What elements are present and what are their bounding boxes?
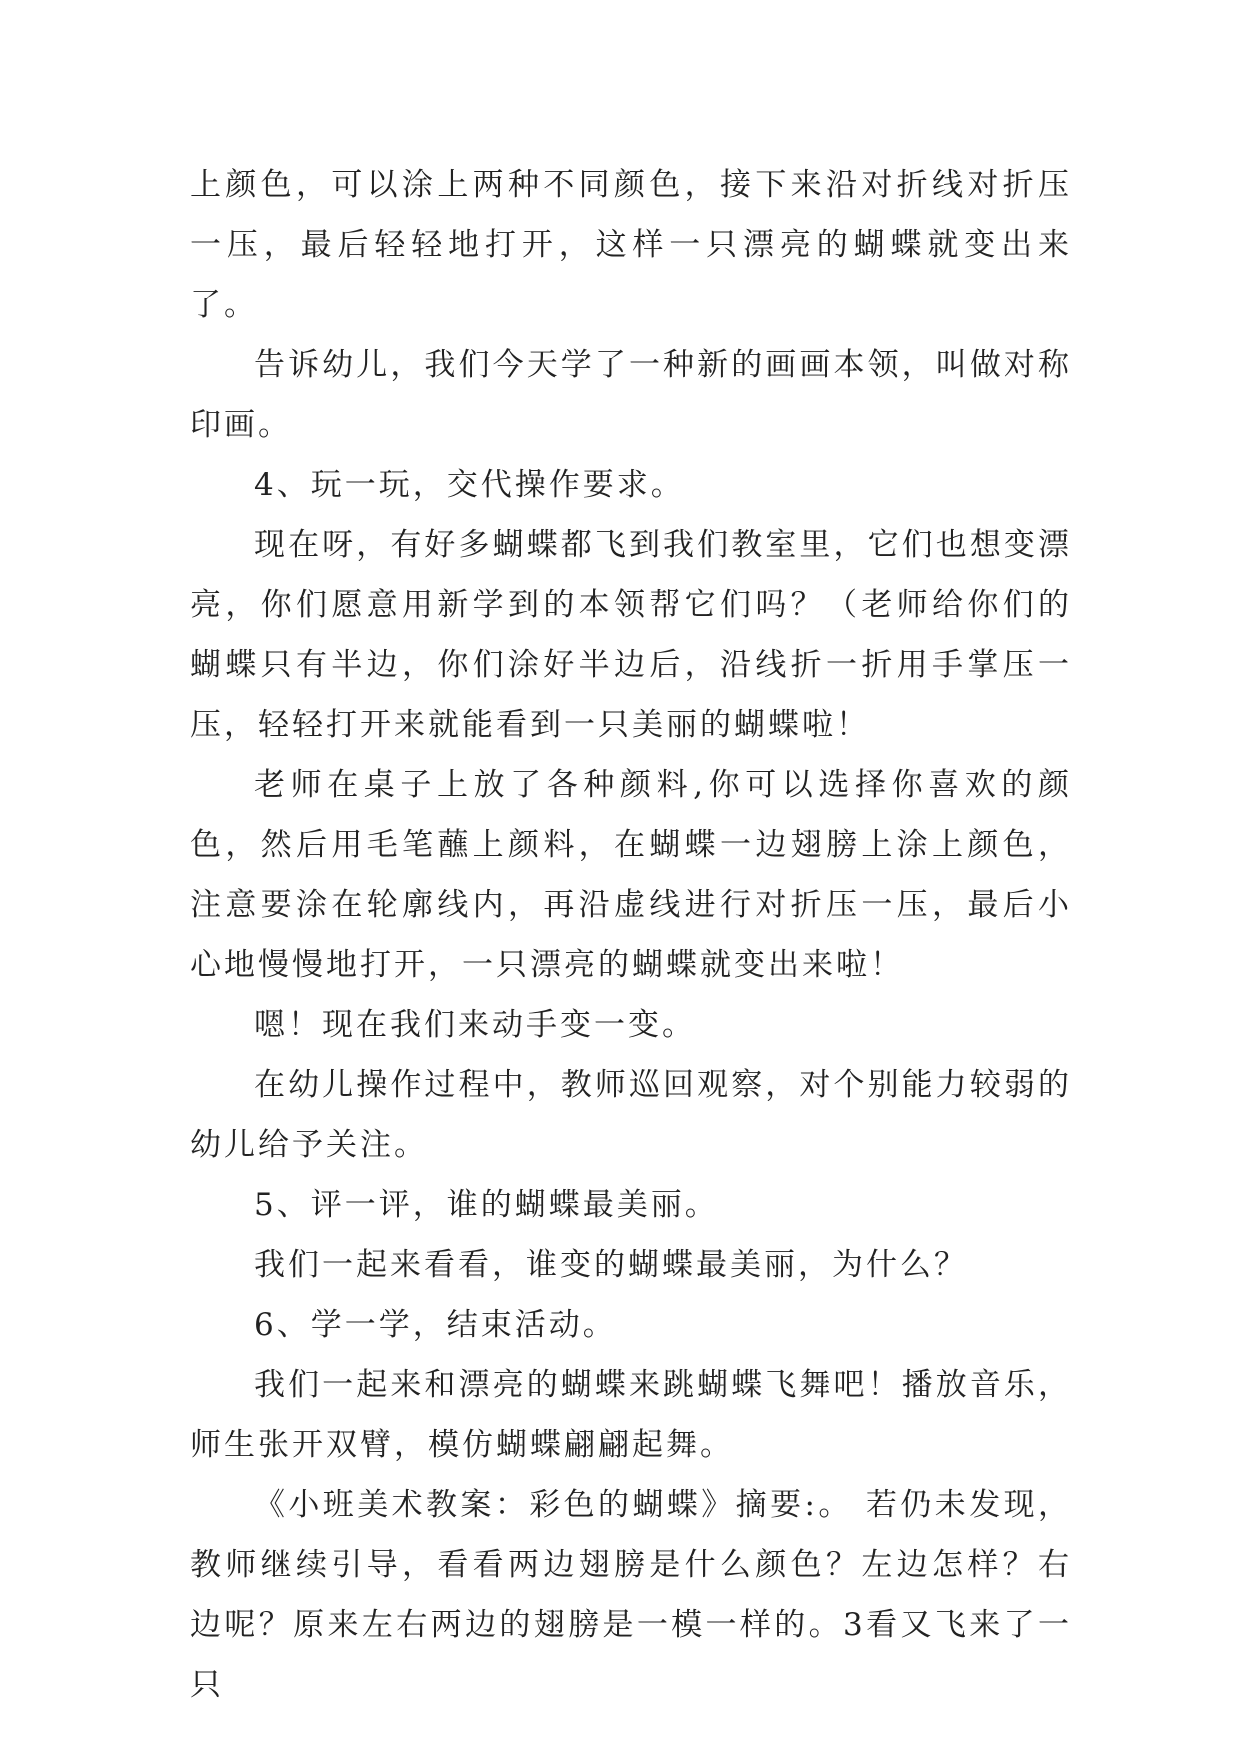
- paragraph-9: 我们一起来看看，谁变的蝴蝶最美丽，为什么？: [254, 1247, 968, 1283]
- paragraph-12: 《小班美术教案：彩色的蝴蝶》摘要:。 若仍未发现，教师继续引导，看看两边翅膀是什么颜色？左边怎样？右边呢？原来左右两边的翅膀是一模一样的。3看又飞来了一只: [190, 1487, 1072, 1703]
- paragraph-3: 4、玩一玩，交代操作要求。: [254, 467, 685, 503]
- paragraph-7: 在幼儿操作过程中，教师巡回观察，对个别能力较弱的幼儿给予关注。: [190, 1067, 1072, 1163]
- paragraph-4: 现在呀，有好多蝴蝶都飞到我们教室里，它们也想变漂亮，你们愿意用新学到的本领帮它们吗？（老师给你们的蝴蝶只有半边，你们涂好半边后，沿线折一折用手掌压一压，轻轻打开来就能看到一只美丽的蝴蝶啦！: [190, 527, 1072, 743]
- paragraph-2: 告诉幼儿，我们今天学了一种新的画画本领，叫做对称印画。: [190, 347, 1072, 443]
- paragraph-1: 上颜色，可以涂上两种不同颜色，接下来沿对折线对折压一压，最后轻轻地打开，这样一只漂亮的蝴蝶就变出来了。: [190, 167, 1072, 323]
- document-body: [190, 155, 1072, 1715]
- paragraph-11: 我们一起来和漂亮的蝴蝶来跳蝴蝶飞舞吧！播放音乐，师生张开双臂，模仿蝴蝶翩翩起舞。: [190, 1367, 1072, 1463]
- paragraph-6: 嗯！现在我们来动手变一变。: [254, 1007, 696, 1043]
- paragraph-10: 6、学一学，结束活动。: [254, 1307, 617, 1343]
- paragraph-8: 5、评一评，谁的蝴蝶最美丽。: [254, 1187, 719, 1223]
- paragraph-5: 老师在桌子上放了各种颜料,你可以选择你喜欢的颜色，然后用毛笔蘸上颜料，在蝴蝶一边翅膀上涂上颜色，注意要涂在轮廓线内，再沿虚线进行对折压一压，最后小心地慢慢地打开，一只漂亮的蝴蝶就变出来啦！: [190, 767, 1072, 983]
